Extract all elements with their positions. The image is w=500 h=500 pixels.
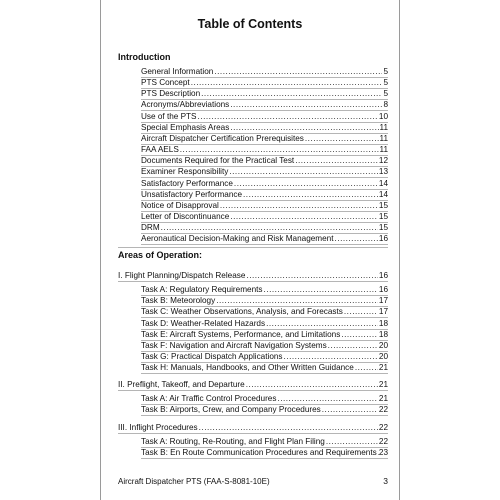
entry-label: FAA AELS bbox=[141, 145, 179, 155]
dot-leader bbox=[234, 178, 378, 189]
entry-page-number: 11 bbox=[379, 145, 388, 155]
entry-page-number: 16 bbox=[378, 285, 388, 294]
toc-entry bbox=[141, 122, 388, 133]
dot-leader bbox=[229, 166, 378, 177]
dot-leader bbox=[266, 318, 378, 329]
dot-leader bbox=[264, 284, 378, 295]
entry-page-number: 5 bbox=[383, 89, 388, 99]
dot-leader bbox=[216, 295, 378, 306]
entry-page-number: 5 bbox=[383, 78, 388, 88]
entry-page-number: 22 bbox=[378, 437, 388, 446]
dot-leader bbox=[214, 66, 382, 77]
entry-label: Aeronautical Decision-Making and Risk Management bbox=[141, 234, 334, 244]
entry-page-number: 11 bbox=[379, 122, 388, 132]
task-entry bbox=[141, 393, 388, 404]
task-entry bbox=[141, 318, 388, 329]
entry-label: Task B: Airports, Crew, and Company Procedures bbox=[141, 405, 321, 415]
toc-entry bbox=[141, 133, 388, 144]
dot-leader bbox=[335, 233, 378, 244]
page-title: Table of Contents bbox=[197, 17, 303, 31]
section-divider bbox=[118, 247, 388, 248]
entry-page-number: 20 bbox=[378, 352, 388, 362]
area-of-operation-entry bbox=[118, 270, 388, 281]
entry-label: Task A: Air Traffic Control Procedures bbox=[141, 394, 277, 403]
entry-page-number: 17 bbox=[378, 307, 388, 317]
dot-leader bbox=[305, 133, 379, 144]
entry-page-number: 18 bbox=[378, 329, 388, 339]
task-entry bbox=[141, 436, 388, 447]
entry-label: Acronyms/Abbreviations bbox=[141, 100, 230, 110]
dot-leader bbox=[199, 422, 378, 433]
entry-label: Task B: Meteorology bbox=[141, 296, 216, 306]
task-entry bbox=[141, 340, 388, 351]
entry-page-number: 10 bbox=[378, 111, 388, 121]
entry-page-number: 15 bbox=[378, 200, 388, 210]
entry-divider bbox=[118, 390, 388, 391]
entry-label: Notice of Disapproval bbox=[141, 200, 219, 210]
entry-label: Unsatisfactory Performance bbox=[141, 189, 243, 199]
entry-label: PTS Concept bbox=[141, 78, 190, 88]
entry-label: I. Flight Planning/Dispatch Release bbox=[118, 271, 246, 280]
task-entry bbox=[141, 295, 388, 306]
entry-page-number: 15 bbox=[378, 223, 388, 233]
toc-entry bbox=[141, 222, 388, 233]
entry-page-number: 21 bbox=[378, 363, 388, 373]
dot-leader bbox=[326, 436, 378, 447]
dot-leader bbox=[295, 155, 378, 166]
entry-page-number: 13 bbox=[378, 167, 388, 177]
footer-page-number: 3 bbox=[383, 476, 388, 486]
entry-label: General Information bbox=[141, 67, 214, 76]
entry-label: Task E: Aircraft Systems, Performance, and Limitations bbox=[141, 329, 341, 339]
dot-leader bbox=[341, 329, 378, 340]
toc-entry bbox=[141, 200, 388, 211]
entry-label: Task H: Manuals, Handbooks, and Other Written Guidance bbox=[141, 363, 354, 373]
task-entry bbox=[141, 329, 388, 340]
entry-label: Examiner Responsibility bbox=[141, 167, 229, 177]
entry-page-number: 16 bbox=[378, 234, 388, 244]
dot-leader bbox=[277, 393, 377, 404]
entry-page-number: 11 bbox=[379, 133, 388, 143]
entry-page-number: 21 bbox=[378, 380, 388, 389]
toc-entry bbox=[141, 155, 388, 166]
toc-entry bbox=[141, 99, 388, 110]
document-page bbox=[100, 0, 400, 500]
dot-leader bbox=[246, 379, 378, 390]
entry-page-number: 17 bbox=[378, 296, 388, 306]
task-entry bbox=[141, 362, 388, 373]
task-entry bbox=[141, 351, 388, 362]
dot-leader bbox=[344, 306, 378, 317]
dot-leader bbox=[284, 351, 378, 362]
entry-label: Task A: Routing, Re-Routing, and Flight Plan Filing bbox=[141, 437, 325, 446]
dot-leader bbox=[230, 99, 382, 110]
entry-label: Satisfactory Performance bbox=[141, 178, 233, 188]
dot-leader bbox=[220, 200, 378, 211]
entry-label: III. Inflight Procedures bbox=[118, 423, 198, 432]
toc-entry bbox=[141, 178, 388, 189]
toc-entry bbox=[141, 66, 388, 77]
dot-leader bbox=[161, 222, 378, 233]
entry-page-number: 22 bbox=[378, 405, 388, 415]
entry-page-number: 20 bbox=[378, 341, 388, 350]
entry-page-number: 23 bbox=[378, 448, 388, 458]
areas-heading: Areas of Operation: bbox=[118, 250, 203, 260]
task-entry bbox=[141, 284, 388, 295]
dot-leader bbox=[180, 144, 379, 155]
entry-label: Task G: Practical Dispatch Applications bbox=[141, 352, 283, 362]
entry-label: Task D: Weather-Related Hazards bbox=[141, 318, 266, 328]
entry-page-number: 22 bbox=[378, 423, 388, 432]
dot-leader bbox=[355, 362, 378, 373]
entry-label: Use of the PTS bbox=[141, 111, 197, 121]
task-entry bbox=[141, 306, 388, 317]
toc-entry bbox=[141, 88, 388, 99]
toc-entry bbox=[141, 189, 388, 200]
entry-label: Task F: Navigation and Aircraft Navigation Systems bbox=[141, 341, 327, 350]
entry-label: Task C: Weather Observations, Analysis, and Forecasts bbox=[141, 307, 343, 317]
entry-page-number: 14 bbox=[378, 189, 388, 199]
entry-page-number: 18 bbox=[378, 318, 388, 328]
entry-divider bbox=[118, 433, 388, 434]
entry-label: Task A: Regulatory Requirements bbox=[141, 285, 263, 294]
dot-leader bbox=[246, 270, 377, 281]
dot-leader bbox=[201, 88, 382, 99]
toc-entry bbox=[141, 166, 388, 177]
entry-page-number: 5 bbox=[383, 67, 388, 76]
dot-leader bbox=[328, 340, 378, 351]
dot-leader bbox=[191, 77, 383, 88]
entry-page-number: 21 bbox=[378, 394, 388, 403]
entry-page-number: 14 bbox=[378, 178, 388, 188]
entry-label: Task B: En Route Communication Procedures and Requirements bbox=[141, 448, 377, 458]
entry-label: PTS Description bbox=[141, 89, 201, 99]
entry-divider bbox=[141, 373, 388, 374]
area-of-operation-entry bbox=[118, 422, 388, 433]
entry-divider bbox=[141, 244, 388, 245]
dot-leader bbox=[230, 211, 378, 222]
dot-leader bbox=[230, 122, 378, 133]
entry-page-number: 8 bbox=[383, 100, 388, 110]
toc-entry bbox=[141, 111, 388, 122]
toc-entry bbox=[141, 211, 388, 222]
entry-page-number: 12 bbox=[378, 156, 388, 166]
entry-divider bbox=[118, 281, 388, 282]
entry-label: II. Preflight, Takeoff, and Departure bbox=[118, 380, 245, 389]
entry-label: Letter of Discontinuance bbox=[141, 211, 230, 221]
task-entry bbox=[141, 447, 388, 458]
toc-entry bbox=[141, 77, 388, 88]
entry-page-number: 16 bbox=[378, 271, 388, 280]
entry-label: Documents Required for the Practical Test bbox=[141, 156, 295, 166]
entry-page-number: 15 bbox=[378, 211, 388, 221]
entry-divider bbox=[141, 415, 388, 416]
entry-label: Special Emphasis Areas bbox=[141, 122, 230, 132]
footer-document-title: Aircraft Dispatcher PTS (FAA-S-8081-10E) bbox=[118, 477, 270, 486]
entry-label: DRM bbox=[141, 223, 160, 233]
dot-leader bbox=[322, 404, 378, 415]
entry-label: Aircraft Dispatcher Certification Prerequisites bbox=[141, 133, 304, 143]
dot-leader bbox=[198, 111, 378, 122]
toc-entry bbox=[141, 144, 388, 155]
dot-leader bbox=[243, 189, 378, 200]
entry-divider bbox=[141, 458, 388, 459]
area-of-operation-entry bbox=[118, 379, 388, 390]
task-entry bbox=[141, 404, 388, 415]
toc-entry bbox=[141, 233, 388, 244]
introduction-heading: Introduction bbox=[118, 52, 171, 62]
